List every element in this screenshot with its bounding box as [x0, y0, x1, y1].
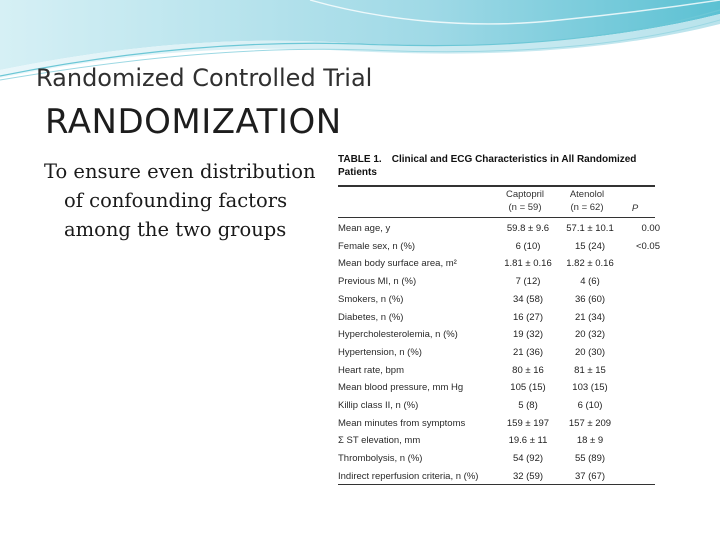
table-row: [338, 273, 653, 291]
atenolol-value: 57.1 ± 10.1: [566, 223, 614, 234]
row-label: Mean age, y: [338, 223, 391, 234]
row-label: Smokers, n (%): [338, 293, 404, 305]
captopril-value: 32 (59): [512, 470, 544, 482]
table-caption-title: Clinical and ECG Characteristics in All Randomized Patients: [338, 154, 637, 178]
table-row: [338, 379, 653, 397]
slide-subtitle: Randomized Controlled Trial: [36, 64, 373, 92]
captopril-value: 5 (8): [518, 400, 538, 411]
row-label: Mean blood pressure, mm Hg: [338, 382, 464, 394]
captopril-value: 21 (36): [512, 346, 544, 358]
atenolol-value: 4 (6): [580, 276, 600, 288]
table-row: [338, 291, 653, 309]
body-line: of confounding factors: [64, 189, 288, 212]
atenolol-value: 81 ± 15: [574, 364, 606, 376]
captopril-value: 159 ± 197: [506, 417, 550, 429]
clinical-characteristics-table: [335, 148, 658, 488]
atenolol-value: 18 ± 9: [576, 435, 604, 447]
table-row: [338, 432, 653, 450]
slide-title: RANDOMIZATION: [45, 102, 342, 142]
captopril-value: 54 (92): [512, 453, 544, 465]
row-label: Previous MI, n (%): [338, 276, 417, 288]
atenolol-value: 1.82 ± 0.16: [566, 258, 614, 270]
table-row: [338, 415, 653, 433]
body-line: To ensure even distribution: [44, 160, 316, 183]
row-label: Mean body surface area, m²: [338, 258, 457, 270]
atenolol-value: 103 (15): [572, 382, 608, 394]
captopril-value: 19.6 ± 11: [508, 435, 548, 447]
table-caption: [338, 153, 658, 179]
captopril-value: 6 (10): [515, 240, 541, 252]
table-row: [338, 362, 653, 380]
atenolol-value: 15 (24): [574, 240, 606, 252]
captopril-value: 105 (15): [510, 382, 546, 394]
table-row: [338, 326, 653, 344]
table-row: [338, 220, 660, 238]
row-label: Female sex, n (%): [338, 240, 416, 252]
atenolol-value: 55 (89): [574, 453, 606, 465]
table-row: [338, 397, 653, 415]
table-top-rule: [338, 185, 655, 187]
column-header-name: Atenolol: [569, 189, 605, 200]
column-header-p: P: [631, 203, 639, 214]
table-caption-number: TABLE 1.: [338, 154, 382, 165]
column-header-captopril: [495, 188, 555, 214]
column-header-name: Captopril: [505, 189, 545, 200]
atenolol-value: 20 (32): [574, 329, 606, 341]
table-header-rule: [338, 217, 655, 218]
captopril-value: 16 (27): [512, 311, 544, 323]
row-label: Mean minutes from symptoms: [338, 417, 466, 429]
atenolol-value: 36 (60): [574, 293, 606, 305]
table-row: [338, 450, 653, 468]
table-row: [338, 344, 653, 362]
body-line: among the two groups: [64, 218, 287, 241]
row-label: Hypercholesterolemia, n (%): [338, 329, 458, 341]
captopril-value: 59.8 ± 9.6: [506, 223, 550, 234]
captopril-value: 80 ± 16: [512, 364, 544, 376]
column-header-n: (n = 59): [508, 202, 542, 213]
captopril-value: 1.81 ± 0.16: [504, 258, 552, 270]
column-header-atenolol: [557, 188, 617, 214]
slide-body-text: [44, 157, 344, 244]
captopril-value: 7 (12): [515, 276, 541, 288]
table-bottom-rule: [338, 484, 655, 485]
atenolol-value: 21 (34): [574, 311, 606, 323]
row-label: Indirect reperfusion criteria, n (%): [338, 470, 479, 482]
row-label: Σ ST elevation, mm: [338, 435, 421, 447]
atenolol-value: 37 (67): [574, 470, 606, 482]
atenolol-value: 6 (10): [577, 400, 603, 411]
atenolol-value: 157 ± 209: [568, 417, 612, 429]
column-header-n: (n = 62): [570, 202, 604, 213]
row-label: Hypertension, n (%): [338, 346, 422, 358]
row-label: Thrombolysis, n (%): [338, 453, 423, 465]
captopril-value: 34 (58): [512, 293, 544, 305]
table-row: [338, 255, 653, 273]
table-row: [338, 468, 653, 486]
table-row: [338, 238, 660, 256]
row-label: Diabetes, n (%): [338, 311, 404, 323]
p-value: 0.00: [641, 223, 660, 234]
atenolol-value: 20 (30): [574, 346, 606, 358]
p-value: <0.05: [635, 240, 660, 252]
table-row: [338, 309, 653, 327]
captopril-value: 19 (32): [512, 329, 544, 341]
row-label: Killip class II, n (%): [338, 400, 419, 411]
row-label: Heart rate, bpm: [338, 364, 404, 376]
